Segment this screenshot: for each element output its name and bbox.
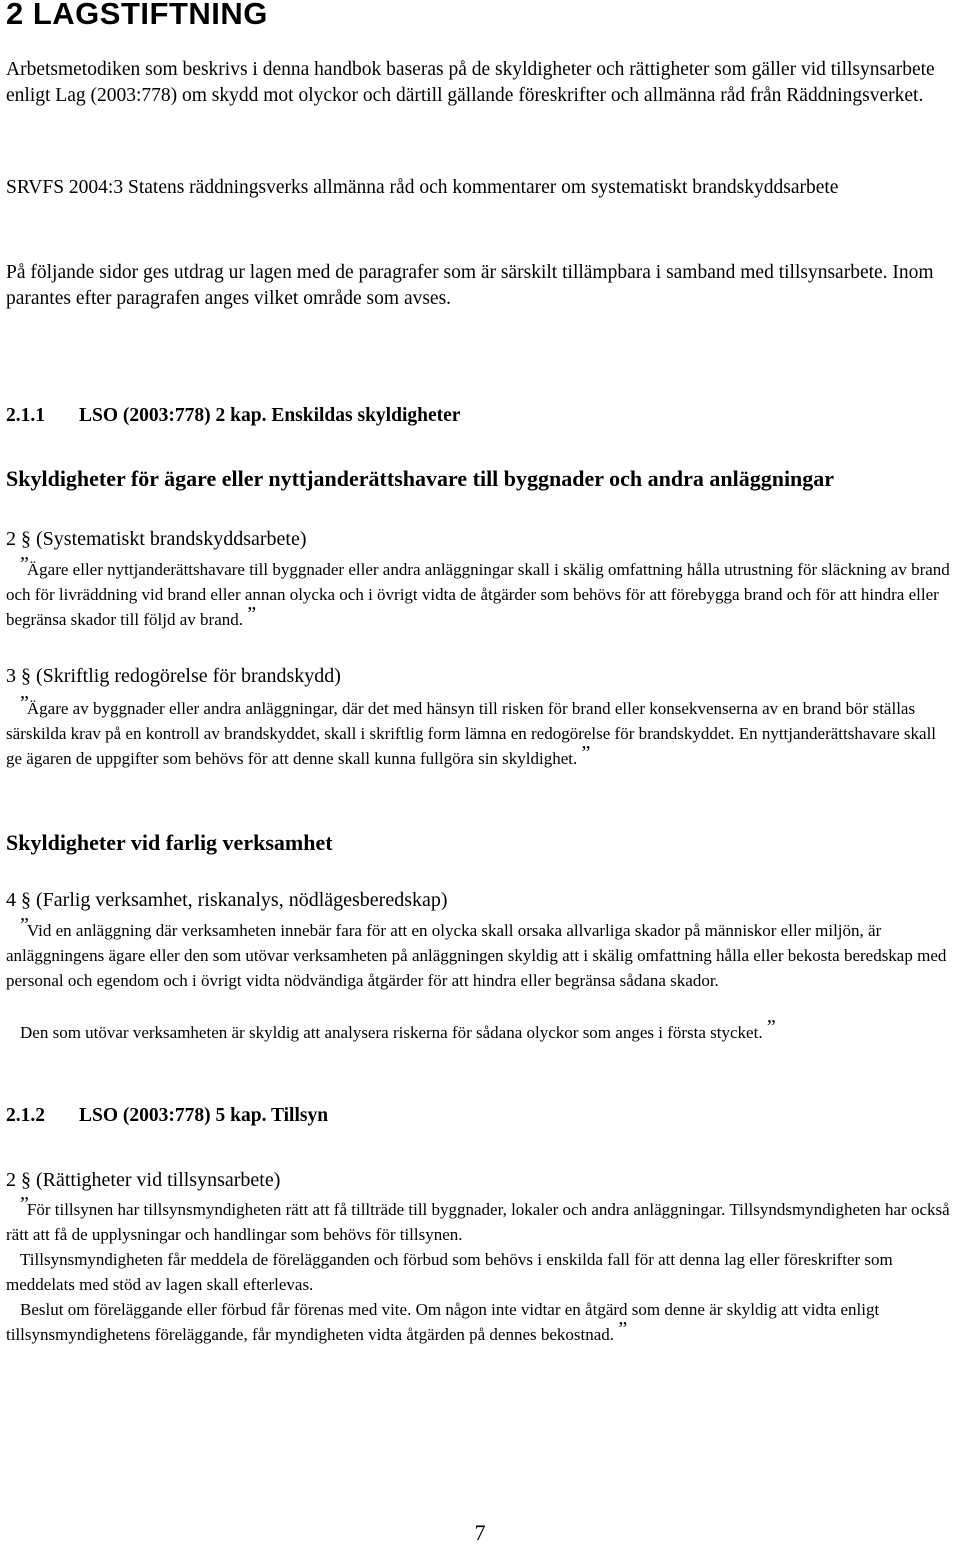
open-quote-mark: ” bbox=[20, 553, 27, 575]
open-quote-mark: ” bbox=[20, 914, 27, 936]
paragraph-text-2: ”Ägare eller nyttjanderättshavare till byggnader eller andra anläggningar skall i skälig omfattning hålla utrustning för släckning av brand och för livräddning vid brand eller annan olycka och i övrigt vidta de åtgärder som behövs för att förebygga brand och för att hindra eller begränsa skador till följd av brand. ” bbox=[6, 553, 950, 629]
paragraph-heading-5-2: 2 § (Rättigheter vid tillsynsarbete) bbox=[6, 1169, 281, 1191]
section-number: 2.1.2 bbox=[6, 1105, 45, 1126]
close-quote-mark: ” bbox=[618, 1318, 626, 1340]
paragraph-text-5-2b: Tillsynsmyndigheten får meddela de förelägganden och förbud som behövs i enskilda fall för att denna lag eller föreskrifter som meddelats med stöd av lagen skall efterlevas. bbox=[6, 1250, 893, 1294]
close-quote-mark: ” bbox=[247, 603, 255, 625]
paragraph-text-5-2c: Beslut om föreläggande eller förbud får förenas med vite. Om någon inte vidtar en åtgärd som denne är skyldig att vidta enligt tillsynsmyndighetens föreläggande, får myndigheten vidta åtgärden på dennes bekostnad. ” bbox=[6, 1300, 880, 1344]
section-number: 2.1.1 bbox=[6, 405, 45, 426]
paragraph-text-4a: ”Vid en anläggning där verksamheten innebär fara för att en olycka skall orsaka allvarliga skador på människor eller miljön, är anläggningens ägare eller den som utövar verksamheten på anläggningen skyldig att i skälig omfattning hålla eller bekosta beredskap med personal och egendom och i övrigt vidta nödvändiga åtgärder för att hindra eller begränsa sådana skador. bbox=[6, 914, 947, 990]
paragraph-heading-3: 3 § (Skriftlig redogörelse för brandskydd) bbox=[6, 665, 341, 687]
section-title: LSO (2003:778) 5 kap. Tillsyn bbox=[79, 1105, 329, 1126]
paragraph-text-5-2a: ”För tillsynen har tillsynsmyndigheten rätt att få tillträde till byggnader, lokaler och andra anläggningar. Tillsyndsmyndigheten har också rätt att få de upplysningar och handlingar som behövs för tillsynen. bbox=[6, 1193, 950, 1244]
section-heading-2-1-1 bbox=[6, 403, 954, 429]
paragraph-text-3: ”Ägare av byggnader eller andra anläggningar, där det med hänsyn till risken för brand eller konsekvenserna av en brand bör ställas särskilda krav på en kontroll av brandskyddet, skall i skriftlig form lämna en redogörelse för brandskyddet. En nyttjanderättshavare skall ge ägaren de uppgifter som behövs för att denne skall kunna fullgöra sin skyldighet. ” bbox=[6, 692, 937, 768]
close-quote-mark: ” bbox=[766, 1016, 774, 1038]
intro-paragraph: Arbetsmetodiken som beskrivs i denna handbok baseras på de skyldigheter och rättigheter som gäller vid tillsynsarbete enligt Lag (2003:778) om skydd mot olyckor och därtill gällande föreskrifter och allmänna råd från Räddningsverket. bbox=[6, 59, 935, 106]
page-number: 7 bbox=[474, 1520, 486, 1545]
paragraph-heading-4: 4 § (Farlig verksamhet, riskanalys, nödlägesberedskap) bbox=[6, 889, 448, 911]
page-title: 2 LAGSTIFTNING bbox=[6, 0, 268, 31]
subheading-dangerous-activity: Skyldigheter vid farlig verksamhet bbox=[6, 830, 333, 855]
open-quote-mark: ” bbox=[20, 692, 27, 714]
open-quote-mark: ” bbox=[20, 1193, 27, 1215]
paragraph-text-4b: Den som utövar verksamheten är skyldig att analysera riskerna för sådana olyckor som anges i första stycket. ” bbox=[20, 1016, 774, 1042]
section-heading-2-1-2 bbox=[6, 1103, 954, 1129]
paragraph-heading-2: 2 § (Systematiskt brandskyddsarbete) bbox=[6, 528, 307, 550]
section-title: LSO (2003:778) 2 kap. Enskildas skyldigheter bbox=[79, 405, 461, 426]
close-quote-mark: ” bbox=[581, 742, 589, 764]
subheading-owner-obligations: Skyldigheter för ägare eller nyttjanderättshavare till byggnader och andra anläggningar bbox=[6, 466, 835, 491]
srvfs-paragraph: SRVFS 2004:3 Statens räddningsverks allmänna råd och kommentarer om systematiskt brandskyddsarbete bbox=[6, 177, 839, 198]
excerpt-paragraph: På följande sidor ges utdrag ur lagen med de paragrafer som är särskilt tillämpbara i samband med tillsynsarbete. Inom parantes efter paragrafen anges vilket område som avses. bbox=[6, 262, 934, 309]
